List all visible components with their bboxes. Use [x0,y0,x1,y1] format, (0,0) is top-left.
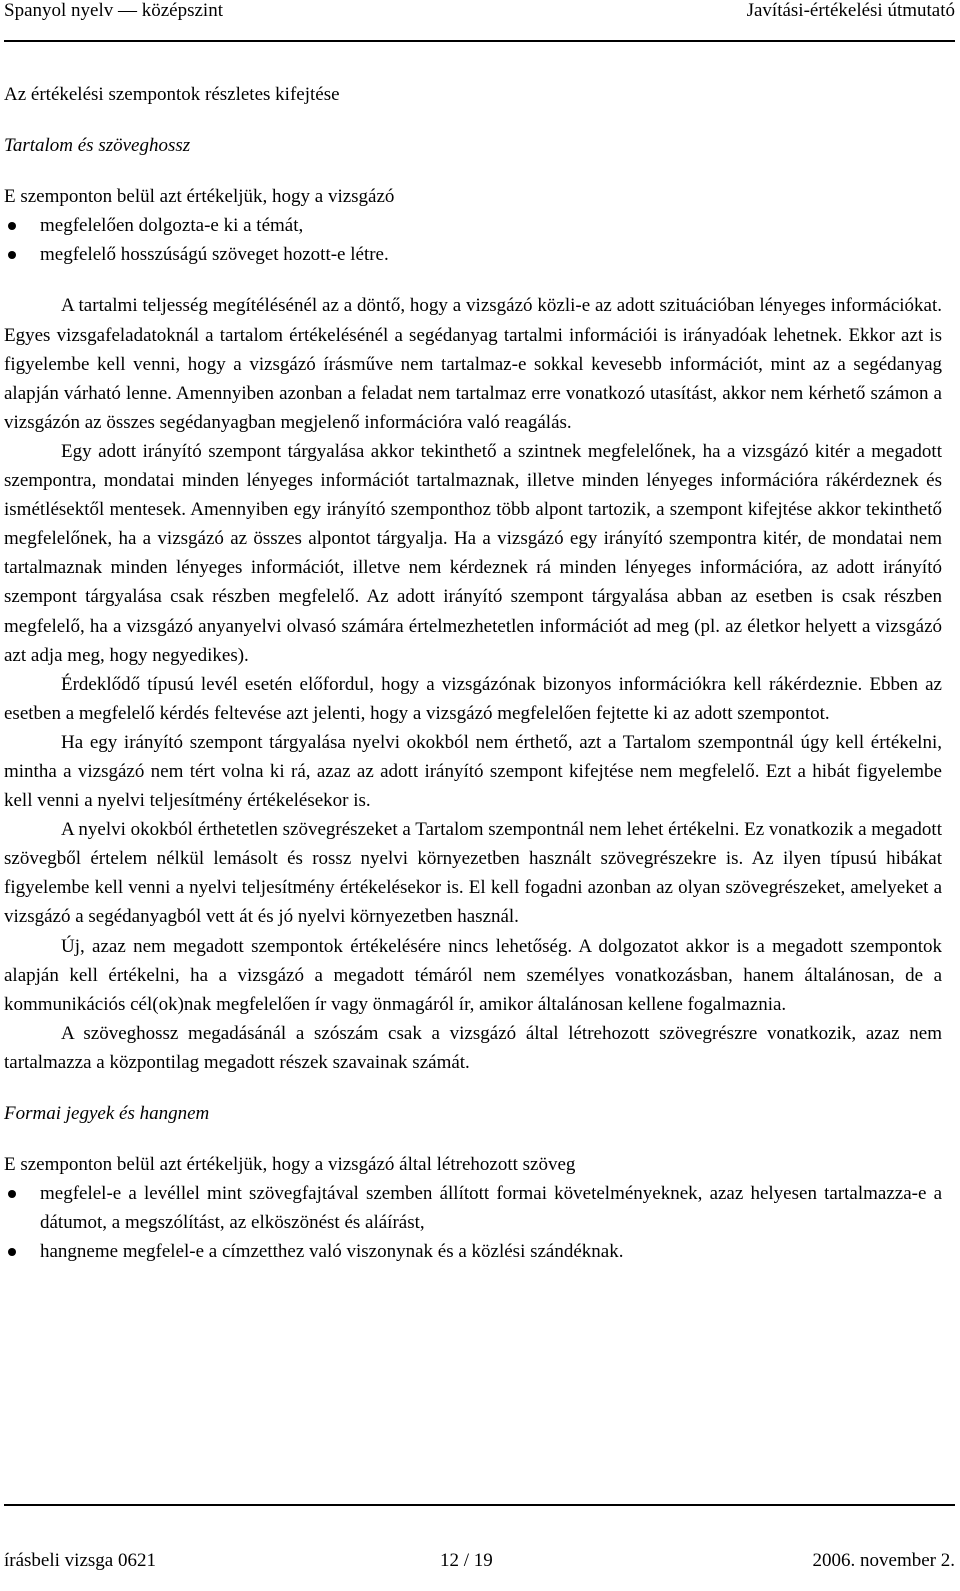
list-item [4,1179,942,1237]
subtitle-content: Tartalom és szöveghossz [4,135,191,157]
paragraph: Érdeklődő típusú levél esetén előfordul, hogy a vizsgázónak bizonyos információkra kell rákérdeznie. Ebben az esetben a megfelelő kérdés feltevése azt jelenti, hogy a vizsgázó megfelelően fejtette ki az adott szempontot. [4,673,942,724]
header-subject: Spanyol nyelv — középszint [4,0,223,21]
paragraph: A tartalmi teljesség megítélésénél az a döntő, hogy a vizsgázó közli-e az adott szituációban lényeges információkat. Egyes vizsgafeladatoknál a tartalom értékelésénél a segédanyag tartalmi információi is irányadóak lehetnek. Ekkor azt is figyelembe kell venni, hogy a vizsgázó írásműve nem tartalmaz-e sokkal kevesebb információt, mint az a segédanyag alapján várható lenne. Amennyiben azonban a feladat nem tartalmaz erre vonatkozó utasítást, akkor nem kérhető számon a vizsgázón az összes segédanyagban megjelenő információra való reagálás. [4,295,942,433]
page-footer [4,1504,955,1571]
bullet-icon [8,1248,16,1256]
section-title: Az értékelési szempontok részletes kifejtése [4,84,340,105]
list-item [4,240,942,269]
paragraph: A nyelvi okokból érthetetlen szövegrészeket a Tartalom szempontnál nem lehet értékelni. Ez vonatkozik a megadott szövegből értelem nélkül lemásolt és rossz nyelvi környezetben használt szövegrészekre is. Az ilyen típusú hibákat figyelembe kell venni a nyelvi teljesítmény értékelésekor is. El kell fogadni azonban az olyan szövegrészeket, amelyeket a vizsgázó a segédanyagból vett át és jó nyelvi környezetben használ. [4,819,942,928]
formai-intro: E szemponton belül azt értékeljük, hogy a vizsgázó által létrehozott szöveg [4,1154,576,1176]
paragraph: Új, azaz nem megadott szempontok értékelésére nincs lehetőség. A dolgozatot akkor is a megadott szempontok alapján kell értékelni, ha a vizsgázó a megadott témáról nem személyes vonatkozásban, hanem általánosan, de a kommunikációs cél(ok)nak megfelelően ír vagy önmagáról ír, amikor általánosan kellene fogalmaznia. [4,935,942,1015]
paragraph: Egy adott irányító szempont tárgyalása akkor tekinthető a szintnek megfelelőnek, ha a vizsgázó kitér a megadott szempontra, mondatai minden lényeges információt tartalmaznak, illetve minden lényeges információra rákérdeznek és ismétlésektől mentesek. Amennyiben egy irányító szemponthoz több alpont tartozik, a szempont kifejtése akkor tekinthető megfelelőnek, ha a vizsgázó az összes alpontot tárgyalja. Ha a vizsgázó egy irányító szempontra kitér, de mondatai nem tartalmaznak minden lényeges információt, illetve nem kérdeznek rá minden lényeges információra, az adott irányító szempont tárgyalása csak részben megfelelő. Az adott irányító szempont tárgyalása abban az esetben is csak részben megfelelő, ha a vizsgázó anyanyelvi olvasó számára értelmezhetetlen információt ad meg (pl. az életkor helyett a vizsgázó azt adja meg, hogy negyedikes). [4,440,942,666]
page-body [4,80,942,1266]
header-doc-type: Javítási-értékelési útmutató [746,0,955,21]
bullet-icon [8,222,16,230]
spacer [4,109,942,131]
bullet-icon [8,251,16,259]
spacer [4,1128,942,1150]
list-item-text: megfelelően dolgozta-e ki a témát, [40,215,304,237]
subtitle-formai: Formai jegyek és hangnem [4,1103,210,1124]
paragraph: Ha egy irányító szempont tárgyalása nyelvi okokból nem érthető, azt a Tartalom szempontnál úgy kell értékelni, mintha a vizsgázó nem tért volna ki rá, azaz az adott irányító szempont kifejtése nem megfelelő. Ezt a hibát figyelembe kell venni a nyelvi teljesítmény értékelésekor is. [4,731,942,812]
spacer [4,269,942,291]
list-item-text: megfelelő hosszúságú szöveget hozott-e létre. [40,244,389,266]
content-bullet-list [4,211,942,269]
formai-bullet-list [4,1179,942,1266]
list-item-text: hangneme megfelel-e a címzetthez való viszonynak és a közlési szándéknak. [40,1241,624,1263]
content-intro: E szemponton belül azt értékeljük, hogy a vizsgázó [4,186,395,208]
list-item [4,1237,942,1266]
list-item-text: megfelel-e a levéllel mint szövegfajtával szemben állított formai követelményeknek, azaz helyesen tartalmazza-e a dátumot, a megszólítást, az elköszönést és aláírást, [40,1183,942,1234]
paragraph: A szöveghossz megadásánál a szószám csak a vizsgázó által létrehozott szövegrészre vonatkozik, azaz nem tartalmazza a központilag megadott részek szavainak számát. [4,1022,942,1073]
list-item [4,211,942,240]
footer-page-number: 12 / 19 [440,1550,493,1571]
spacer [4,160,942,182]
spacer [4,1077,942,1099]
page-header [4,0,955,42]
footer-exam-code: írásbeli vizsga 0621 [4,1550,156,1571]
bullet-icon [8,1190,16,1198]
footer-date: 2006. november 2. [812,1550,955,1571]
